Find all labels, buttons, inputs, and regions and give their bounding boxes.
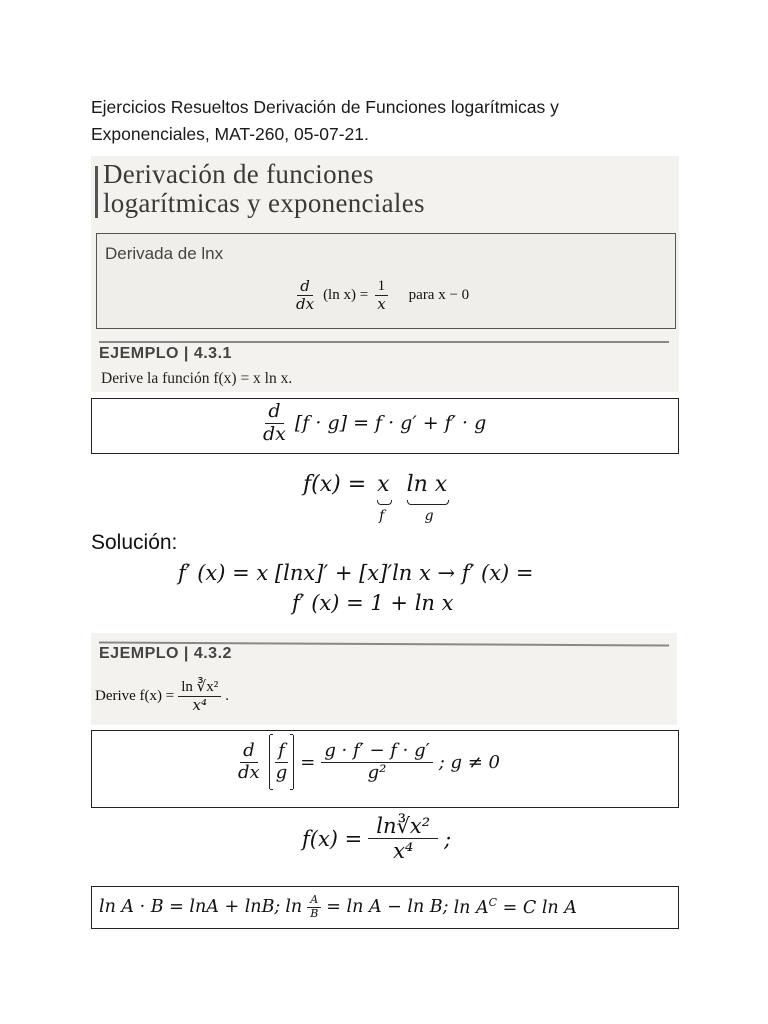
title-bar: [95, 166, 98, 218]
box-label: Derivada de lnx: [105, 244, 224, 263]
header-line-2: Exponenciales, MAT-260, 05-07-21.: [91, 124, 369, 144]
function-2: f(x) = $\frac{\text{ln∛x²}}{\text{x⁴}}$ ;: [302, 814, 452, 864]
document-header: [91, 94, 711, 148]
example-1-label: EJEMPLO | 4.3.1: [99, 345, 232, 362]
solution-line-1: f′ (x) = x [lnx]′ + [x]′ln x → f′ (x) =: [178, 561, 534, 585]
quotient-rule-formula: $\frac{d}{dx}$ $\frac{f}{g}$ = $\frac{g \cdot f' - f \cdot g'}{\text{g²}}$ ; g ≠ 0: [235, 735, 500, 789]
header-line-1: Ejercicios Resueltos Derivación de Funciones logarítmicas y: [91, 97, 559, 117]
example-2-text: Derive f(x) = $\frac{\text{ln ∛x²}}{\text{x⁴}}$ .: [95, 679, 229, 715]
function-1: f(x) = x f ln x g: [303, 472, 448, 524]
book-scan-block-1: [91, 156, 679, 392]
derivative-lnx-box: [96, 233, 676, 329]
quotient-rule-box: [91, 730, 679, 808]
book-scan-block-2: [91, 633, 677, 725]
solution-label: Solución:: [91, 531, 178, 554]
example-1-text: Derive la función f(x) = x ln x.: [101, 370, 293, 387]
lnx-derivative-formula: $\frac{d}{dx}$ (ln x) = $\frac{1}{x}$ para x − 0: [296, 277, 470, 314]
log-properties-box: [91, 886, 679, 929]
book-title: Derivación de funciones logarítmicas y exponenciales: [103, 159, 425, 218]
product-rule-formula: $\frac{d}{dx}$ [f · g] = f · g′ + f′ · g: [263, 400, 487, 445]
example-2-label: EJEMPLO | 4.3.2: [99, 645, 232, 662]
product-rule-box: [91, 398, 679, 454]
solution-line-2: f′ (x) = 1 + ln x: [292, 591, 454, 615]
log-properties-formula: ln A · B = lnA + lnB; ln $\frac{A}{B}$ = ln A − ln B; $\ln A^C = C$ ln A: [99, 893, 577, 920]
